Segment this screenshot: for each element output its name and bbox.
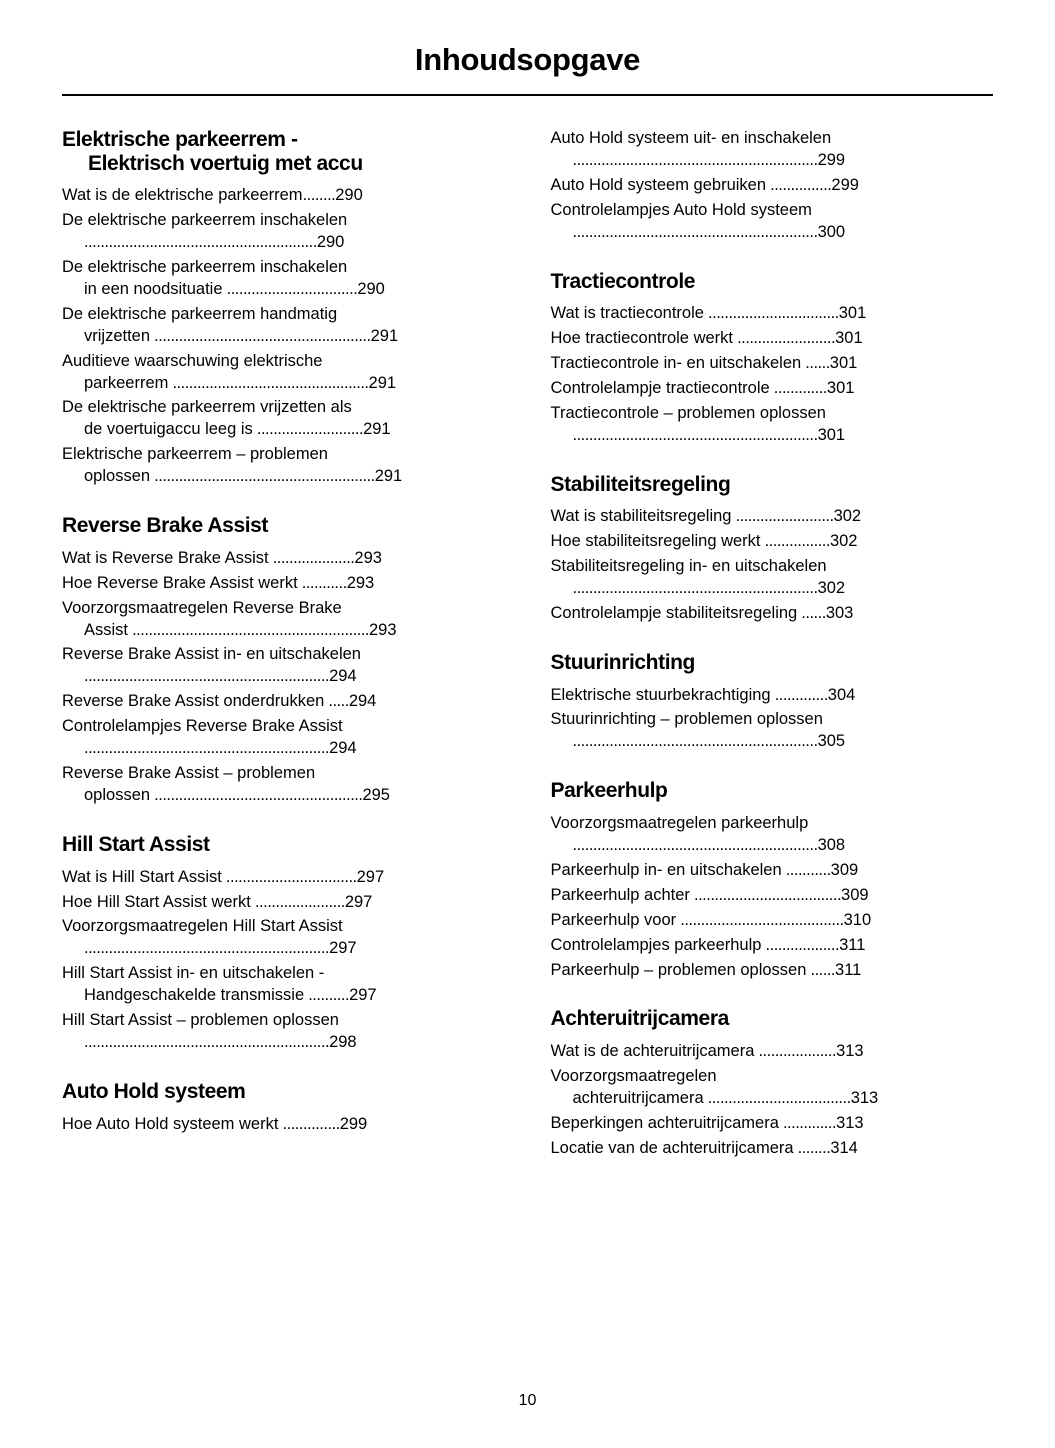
toc-entry[interactable] (551, 860, 994, 882)
toc-entry-title: Auditieve waarschuwing elektrische (62, 351, 323, 370)
toc-entry-tail (62, 938, 505, 960)
toc-entry-title: Wat is de achteruitrijcamera (550, 1041, 755, 1060)
toc-entry-page: 305 (817, 732, 846, 751)
toc-entry-page: 297 (349, 986, 377, 1005)
toc-entry-page: 311 (835, 960, 862, 979)
toc-entry-page: 291 (370, 326, 399, 345)
toc-entry-leader: ...... (806, 960, 836, 979)
toc-entry-leader: .................. (761, 935, 840, 954)
toc-entry-page: 302 (833, 507, 862, 526)
toc-entry[interactable] (62, 867, 505, 889)
toc-entry-tail (62, 738, 505, 760)
toc-entry-page: 299 (339, 1114, 368, 1133)
toc-entry-page: 301 (829, 354, 858, 373)
toc-entry-tail (551, 1088, 994, 1110)
toc-entry-tail (551, 222, 994, 244)
toc-entry-tail (62, 232, 505, 254)
toc-entry[interactable] (62, 598, 505, 642)
toc-entry-title: Hoe Hill Start Assist werkt (62, 892, 251, 911)
toc-entry-page: 294 (348, 692, 377, 711)
toc-entry-page: 308 (817, 835, 846, 854)
toc-entry[interactable] (62, 548, 505, 570)
toc-entry[interactable] (62, 644, 505, 688)
toc-entry-title-cont: oplossen (84, 467, 151, 486)
toc-entry-page: 294 (329, 739, 357, 758)
toc-entry[interactable] (551, 813, 994, 857)
toc-entry[interactable] (551, 353, 994, 375)
toc-entry-leader: ............................................................ (84, 739, 330, 758)
toc-entry-leader: ........ (302, 186, 336, 205)
toc-entry-leader: ............................................................ (572, 579, 818, 598)
page-title: Inhoudsopgave (414, 42, 641, 77)
section-heading (62, 1080, 505, 1104)
section-heading-line1: Stabiliteitsregeling (550, 472, 731, 496)
toc-entry-title: Reverse Brake Assist onderdrukken (62, 692, 325, 711)
toc-entry-page: 291 (363, 420, 391, 439)
toc-entry-leader: .................... (268, 548, 355, 567)
toc-entry[interactable] (62, 763, 505, 807)
toc-entry-title: Hoe stabiliteitsregeling werkt (550, 532, 761, 551)
toc-entry[interactable] (62, 1114, 505, 1136)
toc-section (62, 1080, 505, 1135)
toc-entry[interactable] (551, 175, 994, 197)
section-heading-line1: Hill Start Assist (62, 833, 210, 857)
toc-entry-tail (779, 1114, 864, 1132)
toc-entry-tail (733, 329, 863, 347)
toc-entry[interactable] (551, 603, 994, 625)
toc-entry-title: Wat is de elektrische parkeerrem (62, 186, 303, 205)
toc-entry[interactable] (62, 916, 505, 960)
toc-entry-tail (690, 886, 869, 904)
toc-entry-title: Tractiecontrole in- en uitschakelen (550, 354, 802, 373)
toc-entry-tail (761, 936, 865, 954)
toc-entry[interactable] (551, 1138, 994, 1160)
toc-section (551, 473, 994, 625)
toc-entry-leader: ........................ (731, 507, 834, 526)
toc-entry-leader: ................................................ (168, 373, 369, 392)
toc-entry[interactable] (551, 128, 994, 172)
toc-entry-page: 297 (344, 892, 373, 911)
toc-entry-tail (551, 425, 994, 447)
toc-entry-leader: ................ (760, 532, 830, 551)
toc-entry-page: 313 (850, 1088, 879, 1107)
toc-entry[interactable] (62, 444, 505, 488)
page-footer: 10 (518, 1392, 537, 1409)
toc-entry-leader: ...................................................... (150, 467, 375, 486)
toc-entry-page: 301 (826, 379, 855, 398)
toc-entry-title-cont: achteruitrijcamera (572, 1088, 704, 1107)
toc-entry-title: Voorzorgsmaatregelen Hill Start Assist (62, 917, 343, 936)
toc-columns (62, 128, 993, 1163)
toc-entry[interactable] (551, 709, 994, 753)
toc-entry-title: Auto Hold systeem uit- en inschakelen (550, 129, 832, 147)
toc-entry[interactable] (551, 1066, 994, 1110)
toc-entry-title-cont: Handgeschakelde transmissie (84, 986, 305, 1005)
toc-entry-page: 301 (835, 329, 863, 348)
toc-entry[interactable] (551, 378, 994, 400)
toc-entry-page: 300 (817, 222, 846, 241)
toc-entry-leader: ................... (754, 1041, 837, 1060)
section-heading-line1: Elektrische parkeerrem - (62, 128, 298, 151)
toc-entry-page: 297 (329, 939, 357, 958)
toc-entry-leader: ............................................................ (572, 835, 818, 854)
toc-entry-tail (269, 549, 382, 567)
toc-entry-title: Voorzorgsmaatregelen (550, 1066, 717, 1085)
section-heading-line1: Parkeerhulp (550, 779, 668, 803)
toc-entry-tail (782, 861, 859, 879)
toc-section (551, 651, 994, 753)
toc-entry-tail (754, 1042, 863, 1060)
toc-entry[interactable] (62, 573, 505, 595)
toc-entry-title: Parkeerhulp in- en uitschakelen (550, 860, 782, 879)
toc-entry[interactable] (62, 716, 505, 760)
toc-entry-leader: ............. (769, 379, 827, 398)
toc-entry-page: 294 (329, 667, 357, 686)
toc-entry[interactable] (62, 304, 505, 348)
toc-entry-leader: ........... (297, 573, 347, 592)
toc-entry-title: De elektrische parkeerrem handmatig (62, 304, 338, 323)
toc-entry-title-cont: in een noodsituatie (84, 279, 223, 298)
toc-entry-page: 301 (817, 425, 846, 444)
toc-entry[interactable] (62, 397, 505, 441)
section-heading (551, 1007, 994, 1031)
toc-entry-tail (551, 150, 994, 172)
toc-entry-leader: ............................................................ (572, 150, 818, 169)
toc-entry-tail (62, 1032, 505, 1054)
toc-entry-leader: ......................................................... (84, 232, 317, 251)
section-heading (62, 128, 505, 175)
toc-entry-page: 299 (817, 150, 846, 169)
toc-entry[interactable] (551, 885, 994, 907)
toc-entry-page: 290 (357, 279, 385, 298)
toc-entry-page: 313 (836, 1041, 864, 1060)
toc-section (551, 270, 994, 447)
toc-entry-page: 290 (316, 232, 345, 251)
toc-entry-tail (676, 911, 871, 929)
toc-entry-title: Wat is tractiecontrole (550, 304, 704, 323)
toc-entry-tail (704, 304, 866, 322)
toc-entry-leader: ................................ (703, 304, 839, 323)
toc-entry-page: 291 (368, 373, 397, 392)
section-heading-line1: Auto Hold systeem (62, 1080, 246, 1104)
toc-entry-title: Voorzorgsmaatregelen parkeerhulp (550, 813, 809, 832)
toc-entry-leader: ........ (793, 1138, 831, 1157)
toc-entry-leader: ............................................................ (84, 667, 330, 686)
toc-entry-title: Reverse Brake Assist in- en uitschakelen (62, 645, 361, 664)
toc-entry-tail (303, 186, 363, 204)
toc-entry-title-cont: oplossen (84, 786, 151, 805)
toc-entry-page: 298 (329, 1033, 357, 1052)
toc-entry-page: 314 (830, 1138, 858, 1157)
toc-entry-tail (62, 620, 505, 642)
toc-section (551, 779, 994, 981)
toc-entry-leader: ............................................................ (84, 1033, 330, 1052)
toc-entry-tail (62, 785, 505, 807)
toc-entry-tail (801, 354, 857, 372)
toc-entry-page: 309 (841, 885, 869, 904)
toc-entry-tail (62, 666, 505, 688)
toc-entry-tail (62, 373, 505, 395)
toc-entry-page: 302 (829, 532, 858, 551)
toc-entry-title: Parkeerhulp achter (550, 885, 690, 904)
toc-entry[interactable] (551, 506, 994, 528)
toc-entry-page: 302 (817, 579, 846, 598)
toc-entry-page: 293 (346, 573, 375, 592)
toc-entry-leader: ............................................................ (572, 732, 818, 751)
toc-entry-tail (251, 893, 372, 911)
toc-entry[interactable] (551, 403, 994, 447)
title-divider (62, 94, 993, 96)
toc-entry-tail (62, 466, 505, 488)
section-heading (551, 779, 994, 803)
toc-entry-tail (551, 835, 994, 857)
toc-entry-title: Hoe Reverse Brake Assist werkt (62, 573, 298, 592)
toc-column-right (551, 128, 994, 1163)
toc-section (551, 128, 994, 244)
toc-entry[interactable] (62, 892, 505, 914)
toc-entry-title: Hill Start Assist – problemen oplossen (62, 1011, 339, 1030)
toc-entry-tail (551, 578, 994, 600)
toc-entry-title: De elektrische parkeerrem inschakelen (62, 210, 348, 229)
toc-entry-leader: ........................................ (676, 910, 844, 929)
toc-entry[interactable] (551, 1113, 994, 1135)
toc-entry[interactable] (62, 1010, 505, 1054)
toc-entry[interactable] (551, 685, 994, 707)
toc-entry[interactable] (551, 556, 994, 600)
toc-entry-page: 304 (827, 685, 856, 704)
toc-entry[interactable] (62, 210, 505, 254)
toc-entry-leader: ............. (778, 1113, 837, 1132)
toc-entry-title: De elektrische parkeerrem inschakelen (62, 257, 348, 276)
toc-entry-title: Elektrische stuurbekrachtiging (550, 685, 771, 704)
toc-entry-title: Controlelampjes parkeerhulp (550, 935, 762, 954)
toc-entry-tail (761, 532, 858, 550)
toc-entry[interactable] (551, 910, 994, 932)
toc-entry-leader: ............................................................ (572, 425, 818, 444)
toc-entry[interactable] (551, 1041, 994, 1063)
toc-entry-title-cont: Assist (84, 620, 129, 639)
toc-entry-title: Parkeerhulp voor (550, 910, 677, 929)
toc-entry-title: Parkeerhulp – problemen oplossen (550, 960, 807, 979)
toc-entry-title: Hoe Auto Hold systeem werkt (62, 1114, 279, 1133)
toc-entry-page: 293 (369, 620, 397, 639)
section-heading-line1: Tractiecontrole (550, 269, 696, 293)
toc-entry-title: Hoe tractiecontrole werkt (550, 329, 733, 348)
toc-entry-title: Wat is Reverse Brake Assist (62, 548, 269, 567)
toc-entry-tail (298, 574, 375, 592)
toc-section (62, 514, 505, 807)
toc-entry-tail (278, 1115, 367, 1133)
toc-entry-title: Locatie van de achteruitrijcamera (550, 1138, 794, 1157)
toc-entry-page: 303 (825, 604, 854, 623)
toc-entry[interactable] (551, 935, 994, 957)
toc-entry-title: Elektrische parkeerrem – problemen (62, 445, 328, 464)
toc-entry-leader: ........................ (733, 329, 836, 348)
section-heading-line2: Elektrisch voertuig met accu (88, 151, 363, 175)
toc-entry-title: Controlelampje tractiecontrole (550, 379, 770, 398)
toc-entry-leader: ............. (770, 685, 828, 704)
toc-entry-leader: .......................... (252, 420, 364, 439)
toc-entry-tail (771, 686, 856, 704)
toc-entry-leader: ...... (797, 604, 826, 623)
toc-section (62, 833, 505, 1054)
toc-entry-title: De elektrische parkeerrem vrijzetten als (62, 398, 352, 417)
toc-entry-tail (324, 692, 376, 710)
section-heading-line1: Stuurinrichting (550, 651, 695, 675)
toc-entry-tail (770, 379, 855, 397)
toc-entry-leader: ................................................... (150, 786, 363, 805)
toc-entry-leader: ................................... (703, 1088, 851, 1107)
toc-entry-leader: ................................ (221, 867, 357, 886)
toc-entry-title: Beperkingen achteruitrijcamera (550, 1113, 779, 1132)
section-heading (62, 514, 505, 538)
toc-entry-page: 310 (843, 910, 872, 929)
toc-entry-leader: .................................... (689, 885, 842, 904)
toc-column-left (62, 128, 505, 1139)
toc-entry[interactable] (62, 185, 505, 207)
toc-entry-page: 290 (335, 186, 363, 205)
toc-entry-title-cont: vrijzetten (84, 326, 151, 345)
toc-entry-leader: ............................................................ (84, 939, 330, 958)
section-heading (62, 833, 505, 857)
toc-entry-leader: ...... (801, 354, 830, 373)
toc-entry[interactable] (62, 257, 505, 301)
toc-entry-title: Reverse Brake Assist – problemen (62, 764, 316, 783)
toc-entry[interactable] (62, 351, 505, 395)
section-heading-line1: Reverse Brake Assist (62, 514, 269, 538)
toc-entry-tail (222, 868, 384, 886)
toc-entry-page: 297 (356, 867, 385, 886)
toc-entry-tail (731, 507, 861, 525)
toc-entry-leader: .......... (304, 986, 350, 1005)
toc-entry-title: Tractiecontrole – problemen oplossen (550, 403, 826, 422)
toc-entry[interactable] (551, 303, 994, 325)
toc-entry-tail (62, 326, 505, 348)
toc-entry-title-cont: de voertuigaccu leeg is (84, 420, 253, 439)
toc-entry[interactable] (551, 531, 994, 553)
toc-entry-page: 291 (374, 467, 403, 486)
toc-entry-tail (62, 985, 505, 1007)
toc-entry-tail (62, 279, 505, 301)
toc-section (551, 1007, 994, 1159)
toc-entry-leader: .......................................................... (128, 620, 369, 639)
section-heading (551, 651, 994, 675)
toc-entry[interactable] (62, 691, 505, 713)
toc-entry-title: Controlelampjes Reverse Brake Assist (62, 717, 343, 736)
toc-entry-tail (806, 961, 861, 979)
toc-entry[interactable] (62, 963, 505, 1007)
toc-entry-tail (62, 419, 505, 441)
toc-entry[interactable] (551, 960, 994, 982)
toc-entry-leader: ...................... (250, 892, 345, 911)
toc-entry-page: 313 (836, 1113, 864, 1132)
toc-entry-page: 311 (839, 935, 866, 954)
toc-entry-leader: ..... (324, 692, 349, 711)
toc-entry-page: 309 (830, 860, 859, 879)
toc-entry-page: 299 (831, 175, 859, 194)
toc-entry-tail (766, 176, 859, 194)
toc-entry-tail (797, 604, 853, 622)
section-heading-line1: Achteruitrijcamera (550, 1007, 729, 1031)
toc-entry-tail (551, 731, 994, 753)
toc-entry[interactable] (551, 328, 994, 350)
toc-entry-title: Auto Hold systeem gebruiken (550, 175, 767, 194)
toc-entry-leader: ............................................................ (572, 222, 818, 241)
toc-entry-page: 301 (838, 304, 867, 323)
toc-entry-title: Stuurinrichting – problemen oplossen (550, 710, 823, 729)
toc-entry-title: Hill Start Assist in- en uitschakelen - (62, 964, 325, 983)
toc-entry-leader: ........... (781, 860, 831, 879)
toc-entry-title: Controlelampjes Auto Hold systeem (550, 200, 812, 219)
toc-entry-leader: ..................................................... (150, 326, 371, 345)
toc-entry[interactable] (551, 200, 994, 244)
toc-entry-title: Wat is Hill Start Assist (62, 867, 222, 886)
toc-entry-title: Wat is stabiliteitsregeling (550, 507, 732, 526)
toc-entry-title-cont: parkeerrem (84, 373, 169, 392)
toc-entry-title: Voorzorgsmaatregelen Reverse Brake (62, 598, 342, 617)
toc-entry-leader: .............. (278, 1114, 340, 1133)
toc-entry-leader: ............... (766, 175, 832, 194)
toc-section (62, 128, 505, 488)
toc-entry-tail (794, 1139, 858, 1157)
section-heading (551, 473, 994, 497)
toc-entry-title: Controlelampje stabiliteitsregeling (550, 604, 798, 623)
toc-entry-page: 295 (362, 786, 390, 805)
toc-entry-page: 293 (354, 548, 382, 567)
toc-entry-title: Stabiliteitsregeling in- en uitschakelen (550, 557, 827, 576)
section-heading (551, 270, 994, 294)
toc-entry-leader: ................................ (222, 279, 358, 298)
